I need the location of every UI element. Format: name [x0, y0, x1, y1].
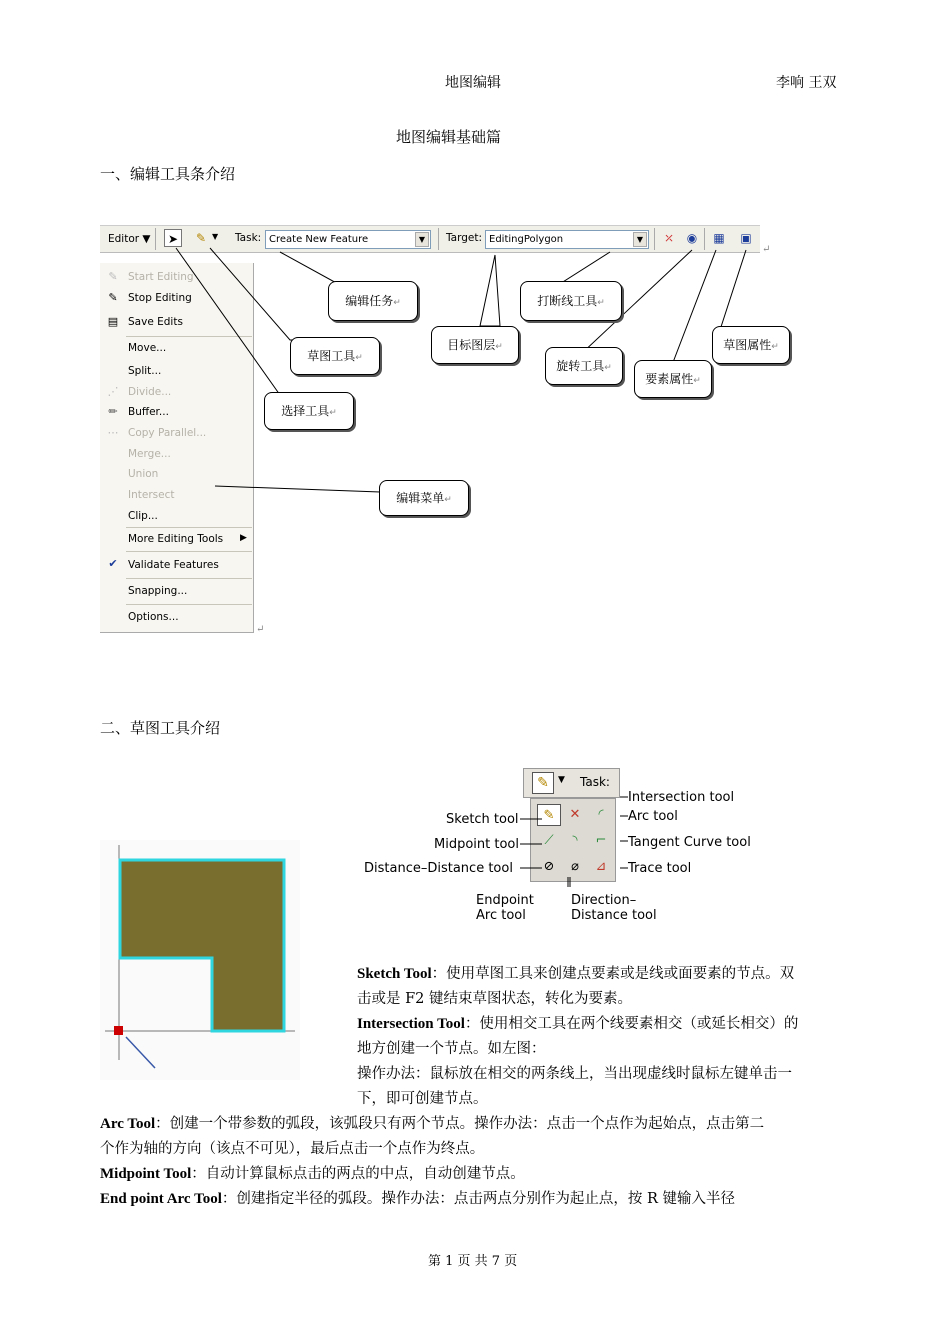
buffer-icon: ✏: [108, 405, 118, 418]
label-arc-tool: Arc tool: [628, 809, 678, 824]
target-combo[interactable]: EditingPolygon ▼: [485, 230, 649, 249]
vertex-marker: [114, 1026, 123, 1035]
callout-attributes: 要素属性↵: [634, 360, 712, 398]
callout-edit-task: 编辑任务↵: [328, 281, 418, 321]
callout-edit-menu: 编辑菜单↵: [379, 480, 469, 516]
label-direction-2: Distance tool: [571, 908, 657, 923]
split-tool-icon[interactable]: ⤫: [663, 231, 675, 245]
para-sketch-tool: Sketch Tool：使用草图工具来创建点要素或是线或面要素的节点。双 击或是 F2 键结束草图状态，转化为要素。 Intersection Tool：使用相交工具在两个线要素相交（或延长相交）的 地方创建一个节点。如左图： 操作办法：鼠标放在相交的两条线上，当出现虚线时鼠标左键单击一 下，即可创建节点。: [357, 966, 799, 1107]
menu-item-start-editing[interactable]: Start Editing: [128, 271, 194, 283]
doc-title: 地图编辑基础篇: [396, 128, 502, 146]
header-authors: 李响 王双: [776, 75, 837, 91]
validate-features-icon: ✔: [108, 557, 118, 570]
arc-tool-icon[interactable]: ◜: [598, 807, 604, 822]
palette-dropdown-icon[interactable]: ▼: [558, 775, 565, 785]
copy-parallel-icon: ⋯: [107, 426, 119, 439]
palette-pencil-icon[interactable]: ✎: [532, 772, 554, 794]
attributes-icon[interactable]: ▦: [713, 231, 725, 245]
edit-tool-arrow-icon[interactable]: ➤: [164, 229, 182, 247]
midpoint-tool-icon[interactable]: ⟋: [544, 833, 554, 848]
editor-menu-button[interactable]: Editor ▼: [108, 233, 151, 245]
intersection-diagram: [100, 840, 300, 1080]
callout-select-tool: 选择工具↵: [264, 392, 354, 430]
label-endpoint-arc-1: Endpoint: [476, 893, 534, 908]
callout-target-layer: 目标图层↵: [431, 326, 519, 364]
paragraph-mark: ↵: [762, 244, 771, 255]
intersection-tool-icon[interactable]: ✕: [569, 807, 581, 822]
callout-rotate-tool: 旋转工具↵: [545, 347, 623, 385]
label-distance-tool: Distance–Distance tool: [364, 861, 513, 876]
label-sketch-tool: Sketch tool: [446, 812, 519, 827]
label-tangent-tool: Tangent Curve tool: [628, 835, 751, 850]
menu-item-move[interactable]: Move...: [128, 342, 167, 354]
distance-distance-tool-icon[interactable]: ⊘: [543, 859, 555, 874]
callout-sketch-tool: 草图工具↵: [290, 337, 380, 375]
rotate-tool-icon[interactable]: ◉: [686, 231, 698, 245]
header-title: 地图编辑: [445, 75, 501, 91]
direction-distance-tool-icon[interactable]: ⌀: [571, 859, 579, 874]
menu-item-save-edits[interactable]: Save Edits: [128, 316, 183, 328]
page-footer: 第 1 页 共 7 页: [428, 1254, 518, 1269]
menu-item-buffer[interactable]: Buffer...: [128, 406, 169, 418]
para-arc-tool: Arc Tool：创建一个带参数的弧段，该弧段只有两个节点。操作办法：点击一个点作为起始点，点击第二 个作为轴的方向（该点不可见），最后点击一个点作为终点。 Midpoint Tool：自动计算鼠标点击的两点的中点，自动创建节点。 End point Arc Tool：创建指定半径的弧段。操作办法：点击两点分别作为起止点，按 R 键输入半径: [100, 1116, 765, 1207]
menu-item-copy-parallel[interactable]: Copy Parallel...: [128, 427, 207, 439]
menu-item-intersect[interactable]: Intersect: [128, 489, 175, 501]
palette-leaders: [520, 785, 630, 905]
label-direction-1: Direction–: [571, 893, 637, 908]
divide-icon: ⋰: [107, 385, 119, 398]
stop-editing-icon: ✎: [108, 291, 118, 304]
label-endpoint-arc-2: Arc tool: [476, 908, 526, 923]
label-midpoint-tool: Midpoint tool: [434, 837, 519, 852]
menu-item-options[interactable]: Options...: [128, 611, 179, 623]
menu-item-union[interactable]: Union: [128, 468, 159, 480]
sketch-properties-icon[interactable]: ▣: [740, 231, 752, 245]
sketch-tool-icon[interactable]: ✎: [537, 804, 561, 826]
task-combo-arrow-icon[interactable]: ▼: [415, 232, 429, 247]
tangent-curve-tool-icon[interactable]: ⌐: [595, 833, 607, 848]
menu-item-split[interactable]: Split...: [128, 365, 162, 377]
menu-item-stop-editing[interactable]: Stop Editing: [128, 292, 192, 304]
callout-break-line: 打断线工具↵: [520, 281, 622, 321]
section-heading-1: 一、编辑工具条介绍: [100, 165, 236, 183]
section-heading-2: 二、草图工具介绍: [100, 719, 221, 737]
start-editing-icon: ✎: [108, 270, 118, 283]
menu-item-divide[interactable]: Divide...: [128, 386, 172, 398]
trace-tool-icon[interactable]: ⊿: [595, 859, 607, 874]
palette-task-label: Task:: [580, 775, 610, 789]
submenu-arrow-icon: ▶: [240, 533, 247, 543]
target-combo-arrow-icon[interactable]: ▼: [633, 232, 647, 247]
label-trace-tool: Trace tool: [628, 861, 692, 876]
label-intersection-tool: Intersection tool: [628, 790, 735, 805]
endpoint-arc-tool-icon[interactable]: ◝: [572, 833, 578, 848]
sketch-pencil-icon[interactable]: ✎: [195, 231, 207, 245]
menu-item-more-editing-tools[interactable]: More Editing Tools: [128, 533, 224, 545]
task-label: Task:: [235, 232, 262, 244]
callout-sketch-properties: 草图属性↵: [712, 326, 790, 364]
menu-item-clip[interactable]: Clip...: [128, 510, 158, 522]
sketch-dropdown-icon[interactable]: ▼: [212, 232, 219, 241]
save-edits-icon: ▤: [107, 315, 119, 328]
menu-item-validate-features[interactable]: Validate Features: [128, 559, 219, 571]
target-label: Target:: [446, 232, 483, 244]
menu-item-merge[interactable]: Merge...: [128, 448, 171, 460]
menu-item-snapping[interactable]: Snapping...: [128, 585, 188, 597]
task-combo[interactable]: Create New Feature ▼: [265, 230, 431, 249]
